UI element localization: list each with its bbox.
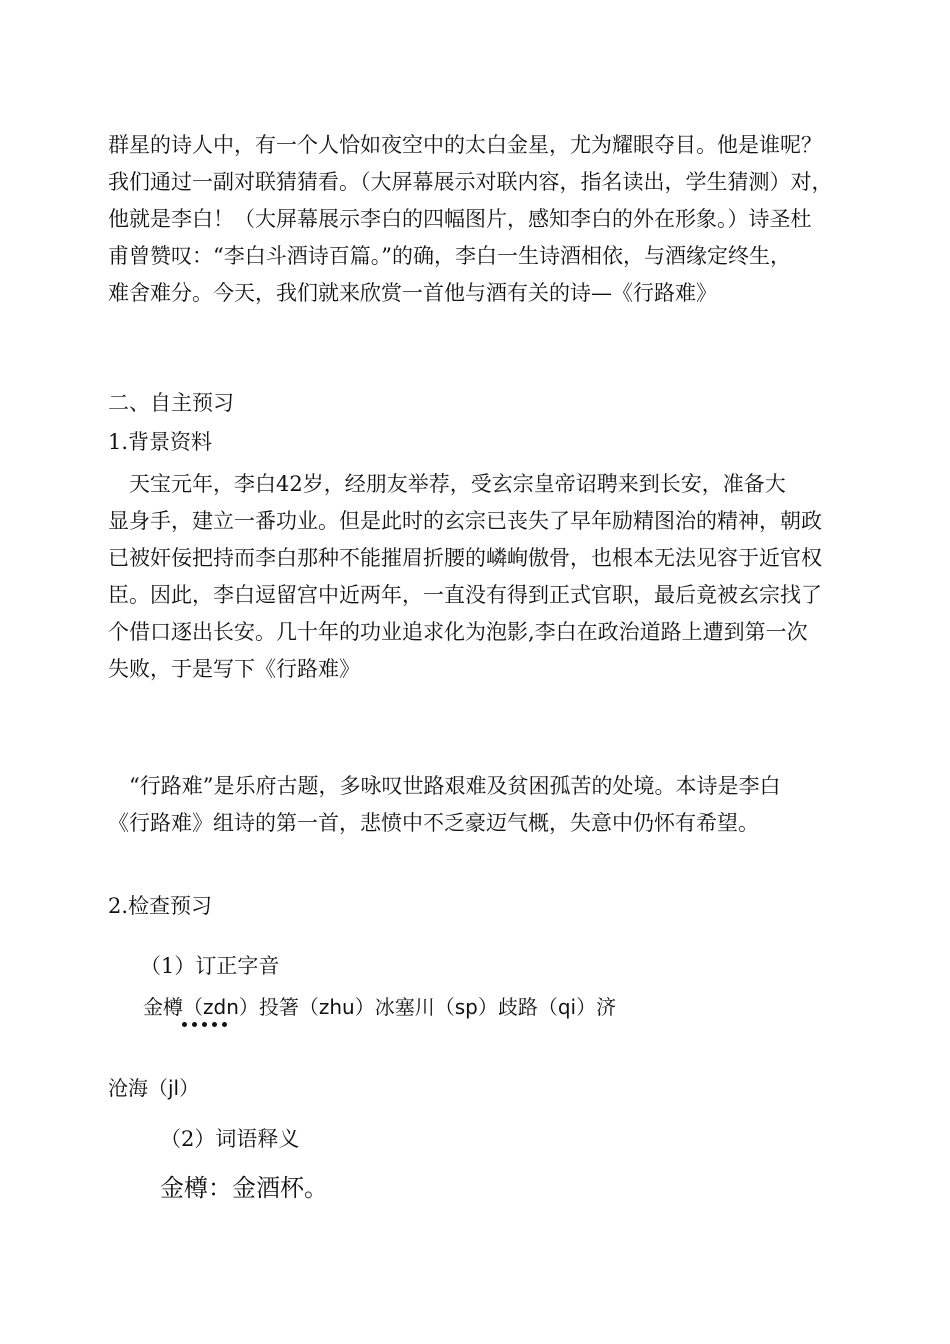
- intro-line-3: 他就是李白！（大屏幕展示李白的四幅图片，感知李白的外在形象。）诗圣杜: [108, 207, 812, 231]
- intro-paragraph: [108, 127, 878, 312]
- item-heading-definitions: （2）词语释义: [160, 1127, 300, 1151]
- background-line-3: 已被奸佞把持而李白那种不能摧眉折腰的嶙峋傲骨，也根本无法见容于近官权: [108, 546, 822, 570]
- poem-intro-line-1: “行路难”是乐府古题，多咏叹世路艰难及贫困孤苦的处境。本诗是李白: [108, 774, 781, 798]
- poem-intro-paragraph: [108, 768, 878, 842]
- background-line-6: 失败，于是写下《行路难》: [108, 657, 360, 681]
- pronunciation-line-2: 沧海（jl）: [108, 1076, 200, 1100]
- subheading-background: 1.背景资料: [108, 430, 213, 454]
- background-line-4: 臣。因此，李白逗留宫中近两年，一直没有得到正式官职，最后竟被玄宗找了: [108, 583, 822, 607]
- definition-jinzun: 金樽：金酒杯。: [160, 1174, 328, 1202]
- intro-line-1: 群星的诗人中，有一个人恰如夜空中的太白金星，尤为耀眼夺目。他是谁呢？: [108, 133, 822, 157]
- pronunciation-line-1: 金樽（zdn）投箸（zhu）冰塞川（sp）歧路（qi）济: [143, 995, 617, 1019]
- intro-line-5: 难舍难分。今天，我们就来欣赏一首他与酒有关的诗—《行路难》: [108, 281, 717, 305]
- background-paragraph: [108, 466, 878, 688]
- emphasis-dots: [182, 1022, 227, 1027]
- intro-line-2: 我们通过一副对联猜猜看。（大屏幕展示对联内容，指名读出，学生猜测）对，: [108, 170, 833, 194]
- background-line-5: 个借口逐出长安。几十年的功业追求化为泡影,李白在政治道路上遭到第一次: [108, 620, 808, 644]
- item-heading-pronunciation: （1）订正字音: [140, 954, 280, 978]
- section-heading-self-study: 二、自主预习: [108, 391, 234, 415]
- poem-intro-line-2: 《行路难》组诗的第一首，悲愤中不乏豪迈气概，失意中仍怀有希望。: [108, 811, 759, 835]
- intro-line-4: 甫曾赞叹：“李白斗酒诗百篇。”的确，李白一生诗酒相依，与酒缘定终生，: [108, 244, 791, 268]
- background-line-2: 显身手，建立一番功业。但是此时的玄宗已丧失了早年励精图治的精神，朝政: [108, 509, 822, 533]
- subheading-check-preview: 2.检查预习: [108, 894, 213, 918]
- background-line-1: 天宝元年，李白42岁，经朋友举荐，受玄宗皇帝诏聘来到长安，准备大: [108, 472, 786, 496]
